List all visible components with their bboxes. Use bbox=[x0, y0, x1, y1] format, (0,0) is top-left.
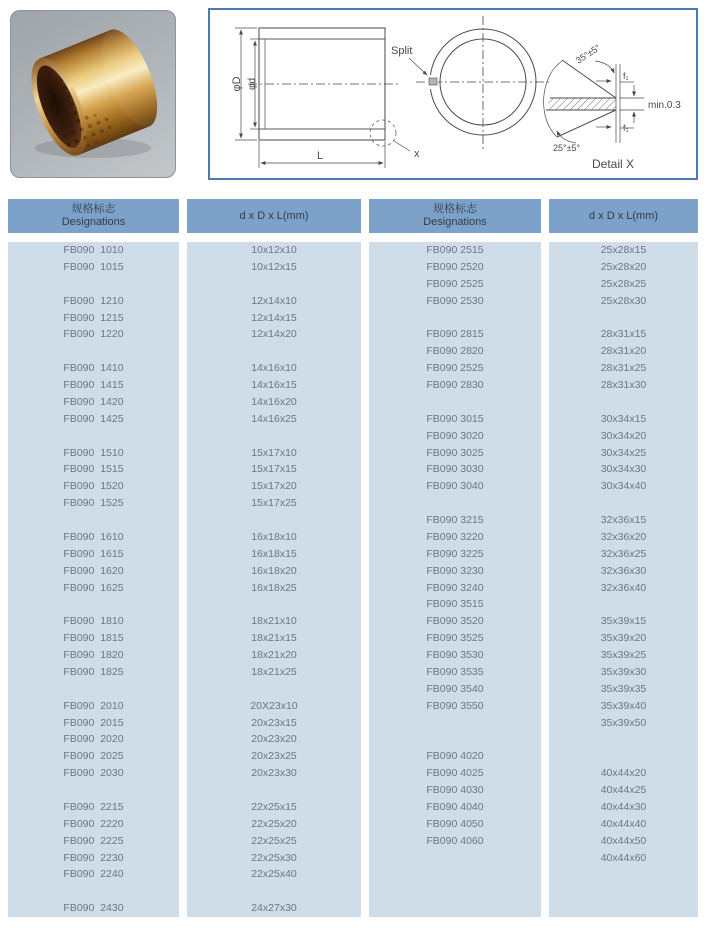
dimension-cell: 30x34x30 bbox=[600, 463, 647, 476]
designation-cell: FB090 1525 bbox=[63, 497, 124, 510]
dimension-cell: 15x17x10 bbox=[251, 446, 297, 459]
dimension-cell: 22x25x30 bbox=[251, 851, 297, 864]
designation-cell: FB090 4025 bbox=[426, 767, 484, 780]
designation-cell: FB090 2020 bbox=[63, 733, 124, 746]
designation-cell: FB090 1520 bbox=[63, 480, 124, 493]
dimension-cell: 28x31x15 bbox=[600, 328, 647, 341]
dimension-cell: 32x36x30 bbox=[600, 564, 647, 577]
dimension-cell: 16x18x15 bbox=[251, 547, 297, 560]
dimension-cell: 15x17x15 bbox=[251, 463, 297, 476]
dimension-cell bbox=[187, 883, 361, 900]
dimension-cell: 18x21x15 bbox=[251, 632, 297, 645]
dimension-cell: 30x34x15 bbox=[600, 412, 647, 425]
dimension-cell: 30x34x25 bbox=[600, 446, 647, 459]
min-land-label: min.0.3 bbox=[648, 100, 681, 111]
header-designations-right bbox=[369, 199, 541, 233]
designation-cell: FB090 2830 bbox=[426, 379, 484, 391]
dimension-cell: 22x25x20 bbox=[251, 817, 297, 830]
designation-cell: FB090 4030 bbox=[426, 784, 484, 796]
dimension-cell: 28x31x20 bbox=[600, 345, 647, 358]
designation-cell bbox=[8, 782, 179, 799]
designation-cell: FB090 1510 bbox=[63, 446, 124, 459]
dimension-cell bbox=[549, 900, 698, 917]
header-dimensions-right bbox=[549, 199, 698, 233]
dimension-cell bbox=[549, 731, 698, 748]
designation-cell: FB090 3220 bbox=[426, 530, 484, 543]
designation-cell: FB090 3025 bbox=[426, 446, 484, 459]
bottom-angle-label: 25°±5° bbox=[553, 143, 581, 153]
dimension-cell: 14x16x25 bbox=[251, 412, 297, 425]
header-dim-label: d x D x L(mm) bbox=[588, 209, 659, 222]
designation-cell: FB090 1420 bbox=[63, 395, 124, 408]
ring-view bbox=[391, 16, 552, 150]
table-body bbox=[8, 242, 698, 917]
dimension-cell: 40x44x40 bbox=[600, 817, 647, 830]
designation-cell bbox=[8, 883, 179, 900]
table-header-row bbox=[8, 199, 698, 233]
designation-cell: FB090 1815 bbox=[63, 632, 124, 645]
designation-cell: FB090 1515 bbox=[63, 463, 124, 476]
dimension-cell: 32x36x20 bbox=[600, 530, 647, 543]
dimension-cell: 10x12x10 bbox=[251, 244, 297, 256]
dimension-column-left bbox=[187, 242, 361, 917]
inner-diameter-label: φd bbox=[247, 77, 258, 91]
dimension-cell bbox=[187, 512, 361, 529]
designation-cell: FB090 2430 bbox=[63, 902, 124, 915]
top-angle-label: 35°±5° bbox=[573, 42, 603, 66]
designation-cell: FB090 2820 bbox=[426, 345, 484, 358]
designation-cell: FB090 2025 bbox=[63, 750, 124, 763]
designation-cell bbox=[369, 731, 541, 748]
designation-cell: FB090 2010 bbox=[63, 699, 124, 712]
designation-cell: FB090 1410 bbox=[63, 362, 124, 375]
designation-cell: FB090 2240 bbox=[63, 868, 124, 881]
designation-cell: FB090 3520 bbox=[426, 615, 484, 628]
dimension-cell: 12x14x15 bbox=[251, 311, 297, 324]
designation-cell bbox=[369, 900, 541, 917]
designation-cell: FB090 4040 bbox=[426, 800, 484, 813]
dimension-cell bbox=[549, 394, 698, 411]
designation-cell: FB090 1425 bbox=[63, 412, 124, 425]
detail-x-caption: Detail X bbox=[592, 157, 635, 171]
dimension-cell bbox=[187, 428, 361, 445]
designation-cell: FB090 1620 bbox=[63, 564, 124, 577]
product-photo bbox=[10, 10, 176, 178]
dimension-cell: 14x16x20 bbox=[251, 395, 297, 408]
dimension-cell bbox=[549, 495, 698, 512]
f1-top-label: f₁ bbox=[623, 71, 629, 81]
designation-cell: FB090 1625 bbox=[63, 581, 124, 594]
dimension-cell: 16x18x25 bbox=[251, 581, 297, 594]
designation-cell: FB090 3515 bbox=[426, 598, 484, 611]
designation-cell: FB090 1810 bbox=[63, 615, 124, 628]
dimension-cell: 25x28x15 bbox=[600, 244, 647, 256]
dimension-cell: 28x31x30 bbox=[600, 379, 647, 391]
designation-cell: FB090 2225 bbox=[63, 834, 124, 847]
designation-cell: FB090 1220 bbox=[63, 328, 124, 341]
designation-cell: FB090 1615 bbox=[63, 547, 124, 560]
designation-cell: FB090 3550 bbox=[426, 699, 484, 712]
dimension-cell: 40x44x50 bbox=[600, 834, 647, 847]
dimension-cell bbox=[187, 276, 361, 293]
designation-cell: FB090 2525 bbox=[426, 277, 484, 290]
dimension-cell: 25x28x25 bbox=[600, 277, 647, 290]
dimension-cell: 35x39x35 bbox=[600, 682, 647, 695]
designation-cell bbox=[8, 343, 179, 360]
designation-cell bbox=[369, 866, 541, 883]
dimension-cell bbox=[549, 883, 698, 900]
dimension-cell: 14x16x15 bbox=[251, 379, 297, 391]
header-dimensions-left bbox=[187, 199, 361, 233]
dimension-cell: 35x39x40 bbox=[600, 699, 647, 712]
dimension-cell bbox=[549, 596, 698, 613]
dimension-cell: 20X23x10 bbox=[250, 699, 298, 712]
dimension-cell: 22x25x25 bbox=[251, 834, 297, 847]
dimension-cell: 22x25x40 bbox=[251, 868, 297, 881]
header-en-label: Designations bbox=[61, 216, 126, 228]
dimension-cell: 20x23x30 bbox=[251, 767, 297, 780]
dimension-cell bbox=[549, 866, 698, 883]
dimension-cell: 20x23x25 bbox=[251, 750, 297, 763]
designation-cell: FB090 1415 bbox=[63, 379, 124, 391]
designation-cell: FB090 3530 bbox=[426, 649, 484, 661]
designation-cell: FB090 2815 bbox=[426, 328, 484, 341]
designation-cell: FB090 3020 bbox=[426, 429, 484, 442]
dimension-cell: 32x36x15 bbox=[600, 514, 647, 526]
dimension-cell: 10x12x15 bbox=[251, 260, 297, 273]
header-designations-left bbox=[8, 199, 179, 233]
designation-cell: FB090 3540 bbox=[426, 682, 484, 695]
designation-column-right bbox=[369, 242, 541, 917]
designation-cell bbox=[369, 715, 541, 732]
designation-cell bbox=[369, 394, 541, 411]
designation-cell bbox=[8, 428, 179, 445]
dimension-cell: 35x39x25 bbox=[600, 649, 647, 661]
dimension-cell: 32x36x25 bbox=[600, 547, 647, 560]
designation-cell bbox=[369, 850, 541, 867]
designation-cell: FB090 2515 bbox=[426, 244, 484, 256]
dimension-cell: 16x18x20 bbox=[251, 564, 297, 577]
designation-cell: FB090 2520 bbox=[426, 260, 484, 273]
designation-cell: FB090 3215 bbox=[426, 514, 484, 526]
designation-cell: FB090 2215 bbox=[63, 800, 124, 813]
dimension-cell bbox=[187, 681, 361, 698]
designation-cell bbox=[8, 681, 179, 698]
dimension-cell: 18x21x10 bbox=[251, 615, 297, 628]
designation-cell: FB090 3225 bbox=[426, 547, 484, 560]
designation-cell: FB090 1825 bbox=[63, 665, 124, 678]
dimension-cell: 12x14x10 bbox=[251, 294, 297, 307]
dimension-cell: 35x39x15 bbox=[600, 615, 647, 628]
dimension-cell: 30x34x20 bbox=[600, 429, 647, 442]
designation-cell bbox=[369, 495, 541, 512]
designation-cell: FB090 2525 bbox=[426, 362, 484, 375]
dimension-cell: 18x21x20 bbox=[251, 649, 297, 661]
dimension-cell: 12x14x20 bbox=[251, 328, 297, 341]
designation-cell: FB090 1610 bbox=[63, 530, 124, 543]
designation-cell: FB090 1215 bbox=[63, 311, 124, 324]
designation-cell: FB090 2530 bbox=[426, 294, 484, 307]
designation-cell: FB090 3535 bbox=[426, 665, 484, 678]
dimension-cell: 40x44x25 bbox=[600, 784, 647, 796]
header-cn-label: 规格标志 bbox=[71, 203, 116, 215]
outer-diameter-label: φD bbox=[231, 76, 243, 92]
designation-cell: FB090 3240 bbox=[426, 581, 484, 594]
designation-cell bbox=[8, 596, 179, 613]
designation-cell bbox=[369, 310, 541, 327]
designation-column-left bbox=[8, 242, 179, 917]
dimension-cell: 20x23x20 bbox=[251, 733, 297, 746]
detail-x-view bbox=[544, 42, 682, 171]
dimension-cell: 18x21x25 bbox=[251, 665, 297, 678]
designation-cell: FB090 1010 bbox=[63, 244, 124, 256]
designation-cell: FB090 2015 bbox=[63, 716, 124, 729]
designation-cell: FB090 2220 bbox=[63, 817, 124, 830]
dimension-cell: 28x31x25 bbox=[600, 362, 647, 375]
length-label: L bbox=[316, 150, 324, 162]
dimension-cell: 14x16x10 bbox=[251, 362, 297, 375]
dimension-column-right bbox=[549, 242, 698, 917]
designation-cell: FB090 3525 bbox=[426, 632, 484, 645]
designation-cell bbox=[369, 883, 541, 900]
designation-cell: FB090 1015 bbox=[63, 260, 124, 273]
dimension-cell: 16x18x10 bbox=[251, 530, 297, 543]
designation-cell: FB090 4050 bbox=[426, 817, 484, 830]
dimension-cell: 25x28x20 bbox=[600, 260, 647, 273]
dimension-cell: 35x39x50 bbox=[600, 716, 647, 729]
dimension-cell: 35x39x30 bbox=[600, 665, 647, 678]
designation-cell: FB090 3040 bbox=[426, 480, 484, 493]
designation-cell: FB090 2230 bbox=[63, 851, 124, 864]
split-label: Split bbox=[391, 45, 413, 57]
dimension-cell: 15x17x25 bbox=[251, 497, 297, 510]
dimension-cell bbox=[187, 596, 361, 613]
designation-cell: FB090 3230 bbox=[426, 564, 484, 577]
dimension-cell bbox=[549, 748, 698, 765]
designation-cell bbox=[8, 276, 179, 293]
dimension-cell: 40x44x30 bbox=[600, 800, 647, 813]
dimension-cell bbox=[187, 782, 361, 799]
header-dim-label: d x D x L(mm) bbox=[239, 209, 309, 222]
technical-drawing-panel bbox=[208, 8, 698, 180]
detail-ref-label: x bbox=[414, 148, 420, 160]
designation-cell: FB090 3030 bbox=[426, 463, 484, 476]
header-cn-label: 规格标志 bbox=[433, 203, 477, 215]
dimension-cell: 24x27x30 bbox=[251, 902, 297, 915]
designation-cell: FB090 1820 bbox=[63, 649, 124, 661]
designation-cell: FB090 3015 bbox=[426, 412, 484, 425]
dimension-cell bbox=[549, 310, 698, 327]
f1-bottom-label: f₁ bbox=[623, 123, 629, 133]
dimension-cell: 25x28x30 bbox=[600, 294, 647, 307]
technical-drawing bbox=[210, 10, 696, 178]
dimension-cell: 30x34x40 bbox=[600, 480, 647, 493]
designation-cell: FB090 4060 bbox=[426, 834, 484, 847]
designation-cell: FB090 4020 bbox=[426, 750, 484, 763]
header-en-label: Designations bbox=[423, 216, 487, 228]
designation-cell: FB090 1210 bbox=[63, 294, 124, 307]
dimension-cell: 40x44x60 bbox=[600, 851, 647, 864]
dimension-cell: 22x25x15 bbox=[251, 800, 297, 813]
dimension-cell bbox=[187, 343, 361, 360]
dimension-cell: 35x39x20 bbox=[600, 632, 647, 645]
dimension-cell: 40x44x20 bbox=[600, 767, 647, 780]
bushing-photo-illustration bbox=[10, 10, 176, 178]
dimension-cell: 32x36x40 bbox=[600, 581, 647, 594]
designation-cell bbox=[8, 512, 179, 529]
designation-cell: FB090 2030 bbox=[63, 767, 124, 780]
dimension-cell: 20x23x15 bbox=[251, 716, 297, 729]
dimension-cell: 15x17x20 bbox=[251, 480, 297, 493]
